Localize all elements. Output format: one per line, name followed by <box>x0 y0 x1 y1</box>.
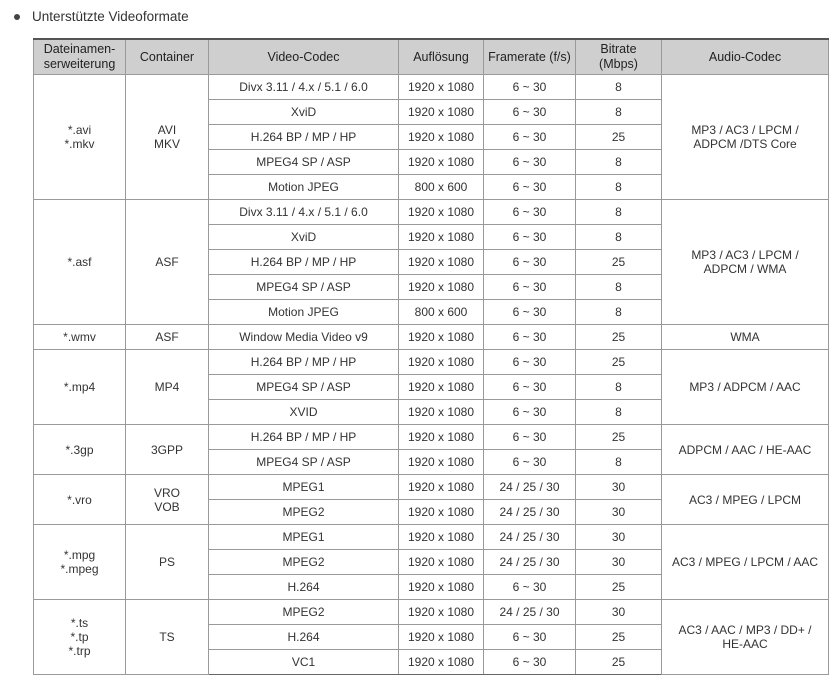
video-codec-cell: MPEG2 <box>209 550 399 575</box>
table-body <box>34 75 829 675</box>
video-codec-cell: H.264 <box>209 625 399 650</box>
header-audio-codec: Audio-Codec <box>662 39 829 75</box>
resolution-cell: 1920 x 1080 <box>399 575 484 600</box>
resolution-cell: 1920 x 1080 <box>399 550 484 575</box>
bitrate-cell: 8 <box>576 275 662 300</box>
extension-cell: *.ts *.tp *.trp <box>34 600 126 675</box>
table-row <box>34 200 829 225</box>
resolution-cell: 800 x 600 <box>399 175 484 200</box>
resolution-cell: 800 x 600 <box>399 300 484 325</box>
container-cell: TS <box>126 600 209 675</box>
video-codec-cell: MPEG4 SP / ASP <box>209 375 399 400</box>
table-row <box>34 350 829 375</box>
audio-codec-cell: AC3 / MPEG / LPCM / AAC <box>662 525 829 600</box>
video-codec-cell: MPEG4 SP / ASP <box>209 150 399 175</box>
video-codec-cell: XVID <box>209 400 399 425</box>
video-codec-cell: Divx 3.11 / 4.x / 5.1 / 6.0 <box>209 200 399 225</box>
framerate-cell: 6 ~ 30 <box>484 275 576 300</box>
bitrate-cell: 30 <box>576 600 662 625</box>
bitrate-cell: 25 <box>576 425 662 450</box>
container-cell: AVI MKV <box>126 75 209 200</box>
framerate-cell: 6 ~ 30 <box>484 300 576 325</box>
framerate-cell: 6 ~ 30 <box>484 375 576 400</box>
bitrate-cell: 30 <box>576 500 662 525</box>
audio-codec-cell: ADPCM / AAC / HE-AAC <box>662 425 829 475</box>
table-row <box>34 75 829 100</box>
bitrate-cell: 8 <box>576 200 662 225</box>
extension-cell: *.avi *.mkv <box>34 75 126 200</box>
table-row <box>34 425 829 450</box>
resolution-cell: 1920 x 1080 <box>399 125 484 150</box>
video-codec-cell: XviD <box>209 100 399 125</box>
bitrate-cell: 8 <box>576 175 662 200</box>
framerate-cell: 6 ~ 30 <box>484 125 576 150</box>
extension-cell: *.asf <box>34 200 126 325</box>
framerate-cell: 6 ~ 30 <box>484 575 576 600</box>
framerate-cell: 24 / 25 / 30 <box>484 600 576 625</box>
bitrate-cell: 30 <box>576 475 662 500</box>
container-cell: MP4 <box>126 350 209 425</box>
video-codec-cell: Motion JPEG <box>209 175 399 200</box>
resolution-cell: 1920 x 1080 <box>399 275 484 300</box>
framerate-cell: 6 ~ 30 <box>484 350 576 375</box>
video-codec-cell: VC1 <box>209 650 399 675</box>
video-codec-cell: MPEG2 <box>209 600 399 625</box>
video-codec-cell: MPEG4 SP / ASP <box>209 275 399 300</box>
video-codec-cell: MPEG2 <box>209 500 399 525</box>
framerate-cell: 6 ~ 30 <box>484 650 576 675</box>
bitrate-cell: 25 <box>576 575 662 600</box>
video-codec-cell: H.264 BP / MP / HP <box>209 425 399 450</box>
bitrate-cell: 25 <box>576 325 662 350</box>
header-row <box>34 39 829 75</box>
bitrate-cell: 30 <box>576 550 662 575</box>
container-cell: PS <box>126 525 209 600</box>
video-codec-cell: H.264 BP / MP / HP <box>209 250 399 275</box>
resolution-cell: 1920 x 1080 <box>399 450 484 475</box>
header-video-codec: Video-Codec <box>209 39 399 75</box>
bitrate-cell: 8 <box>576 400 662 425</box>
video-codec-cell: MPEG1 <box>209 475 399 500</box>
bitrate-cell: 8 <box>576 225 662 250</box>
container-cell: 3GPP <box>126 425 209 475</box>
bitrate-cell: 25 <box>576 350 662 375</box>
resolution-cell: 1920 x 1080 <box>399 75 484 100</box>
heading-text: Unterstützte Videoformate <box>32 9 189 24</box>
resolution-cell: 1920 x 1080 <box>399 400 484 425</box>
framerate-cell: 6 ~ 30 <box>484 425 576 450</box>
bitrate-cell: 8 <box>576 450 662 475</box>
bitrate-cell: 8 <box>576 75 662 100</box>
table-row <box>34 325 829 350</box>
framerate-cell: 6 ~ 30 <box>484 625 576 650</box>
resolution-cell: 1920 x 1080 <box>399 475 484 500</box>
framerate-cell: 6 ~ 30 <box>484 75 576 100</box>
resolution-cell: 1920 x 1080 <box>399 600 484 625</box>
framerate-cell: 24 / 25 / 30 <box>484 475 576 500</box>
resolution-cell: 1920 x 1080 <box>399 100 484 125</box>
video-codec-cell: MPEG1 <box>209 525 399 550</box>
resolution-cell: 1920 x 1080 <box>399 650 484 675</box>
header-resolution: Auflösung <box>399 39 484 75</box>
container-cell: ASF <box>126 325 209 350</box>
audio-codec-cell: MP3 / ADPCM / AAC <box>662 350 829 425</box>
resolution-cell: 1920 x 1080 <box>399 325 484 350</box>
table-row <box>34 475 829 500</box>
video-codec-cell: XviD <box>209 225 399 250</box>
video-codec-cell: H.264 BP / MP / HP <box>209 350 399 375</box>
extension-cell: *.vro <box>34 475 126 525</box>
video-codec-cell: H.264 BP / MP / HP <box>209 125 399 150</box>
bitrate-cell: 8 <box>576 300 662 325</box>
bitrate-cell: 25 <box>576 650 662 675</box>
header-bitrate: Bitrate (Mbps) <box>576 39 662 75</box>
resolution-cell: 1920 x 1080 <box>399 200 484 225</box>
video-codec-cell: Motion JPEG <box>209 300 399 325</box>
resolution-cell: 1920 x 1080 <box>399 375 484 400</box>
framerate-cell: 6 ~ 30 <box>484 100 576 125</box>
extension-cell: *.mpg *.mpeg <box>34 525 126 600</box>
resolution-cell: 1920 x 1080 <box>399 425 484 450</box>
video-codec-cell: H.264 <box>209 575 399 600</box>
framerate-cell: 6 ~ 30 <box>484 450 576 475</box>
table-row <box>34 600 829 625</box>
bitrate-cell: 25 <box>576 125 662 150</box>
audio-codec-cell: MP3 / AC3 / LPCM / ADPCM / WMA <box>662 200 829 325</box>
video-formats-table <box>33 38 829 675</box>
extension-cell: *.3gp <box>34 425 126 475</box>
bitrate-cell: 8 <box>576 100 662 125</box>
bitrate-cell: 25 <box>576 250 662 275</box>
header-extension: Dateinamen- serweiterung <box>34 39 126 75</box>
video-codec-cell: MPEG4 SP / ASP <box>209 450 399 475</box>
extension-cell: *.wmv <box>34 325 126 350</box>
framerate-cell: 24 / 25 / 30 <box>484 550 576 575</box>
bitrate-cell: 8 <box>576 375 662 400</box>
section-heading <box>8 9 189 24</box>
bitrate-cell: 30 <box>576 525 662 550</box>
video-codec-cell: Window Media Video v9 <box>209 325 399 350</box>
audio-codec-cell: AC3 / AAC / MP3 / DD+ / HE-AAC <box>662 600 829 675</box>
framerate-cell: 6 ~ 30 <box>484 225 576 250</box>
resolution-cell: 1920 x 1080 <box>399 625 484 650</box>
bitrate-cell: 25 <box>576 625 662 650</box>
header-container: Container <box>126 39 209 75</box>
framerate-cell: 6 ~ 30 <box>484 200 576 225</box>
framerate-cell: 6 ~ 30 <box>484 150 576 175</box>
audio-codec-cell: MP3 / AC3 / LPCM / ADPCM /DTS Core <box>662 75 829 200</box>
resolution-cell: 1920 x 1080 <box>399 500 484 525</box>
resolution-cell: 1920 x 1080 <box>399 350 484 375</box>
framerate-cell: 6 ~ 30 <box>484 400 576 425</box>
video-codec-cell: Divx 3.11 / 4.x / 5.1 / 6.0 <box>209 75 399 100</box>
header-framerate: Framerate (f/s) <box>484 39 576 75</box>
framerate-cell: 6 ~ 30 <box>484 175 576 200</box>
resolution-cell: 1920 x 1080 <box>399 225 484 250</box>
bitrate-cell: 8 <box>576 150 662 175</box>
framerate-cell: 6 ~ 30 <box>484 250 576 275</box>
container-cell: ASF <box>126 200 209 325</box>
resolution-cell: 1920 x 1080 <box>399 150 484 175</box>
audio-codec-cell: AC3 / MPEG / LPCM <box>662 475 829 525</box>
resolution-cell: 1920 x 1080 <box>399 250 484 275</box>
framerate-cell: 24 / 25 / 30 <box>484 525 576 550</box>
audio-codec-cell: WMA <box>662 325 829 350</box>
container-cell: VRO VOB <box>126 475 209 525</box>
bullet-icon <box>14 14 20 20</box>
resolution-cell: 1920 x 1080 <box>399 525 484 550</box>
framerate-cell: 24 / 25 / 30 <box>484 500 576 525</box>
framerate-cell: 6 ~ 30 <box>484 325 576 350</box>
extension-cell: *.mp4 <box>34 350 126 425</box>
table-row <box>34 525 829 550</box>
